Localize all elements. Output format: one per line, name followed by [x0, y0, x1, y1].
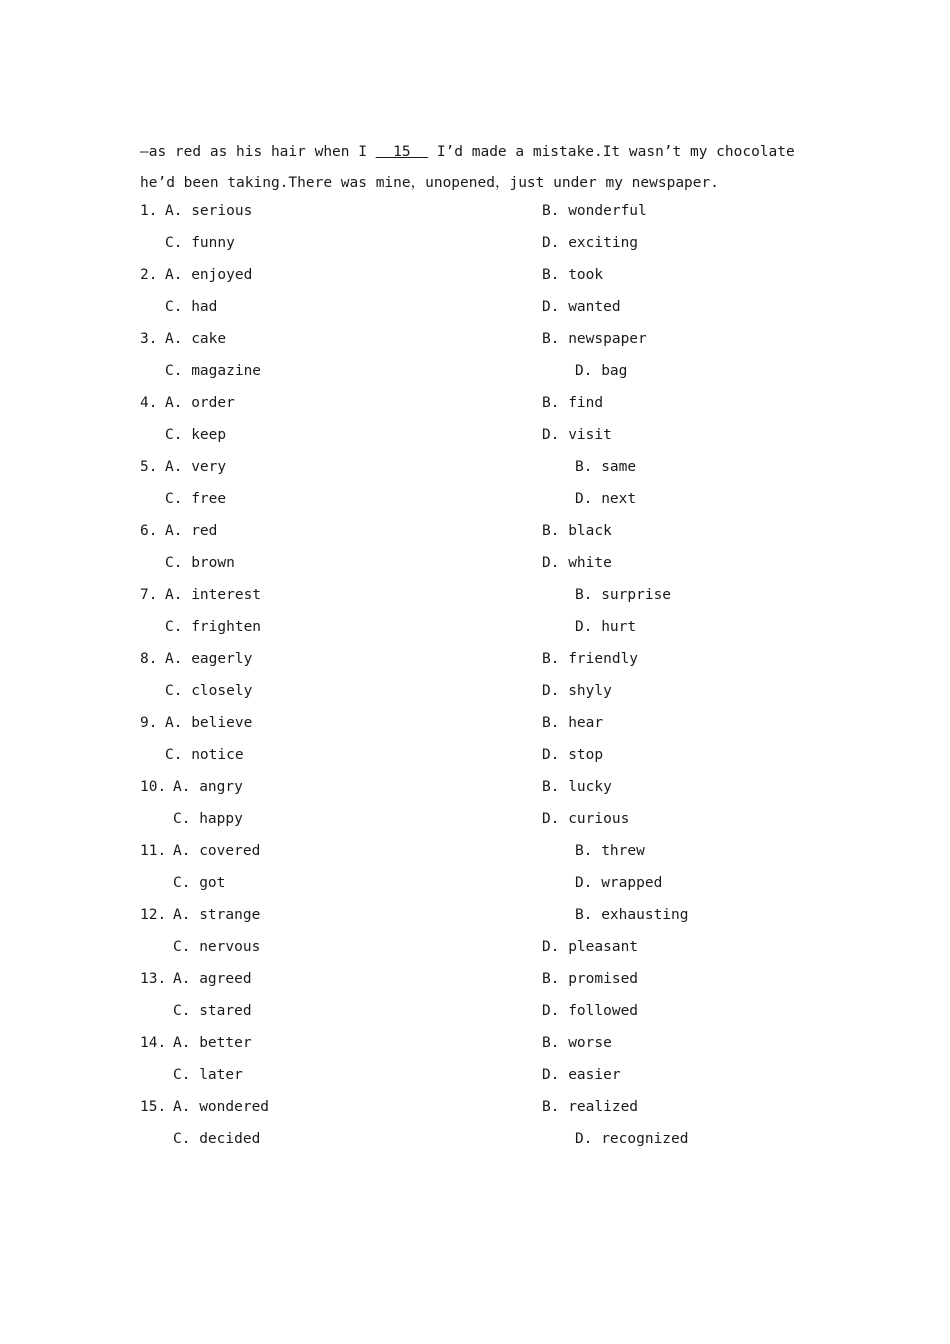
option-b: B. hear [542, 715, 604, 731]
option-b: B. friendly [542, 651, 639, 667]
question-row [140, 199, 840, 231]
option-b: B. same [575, 459, 637, 475]
option-b: B. threw [575, 843, 645, 859]
option-a: A. angry [173, 779, 243, 795]
question-row [140, 327, 840, 359]
question-row [140, 871, 840, 903]
question-row [140, 647, 840, 679]
option-d: D. curious [542, 811, 630, 827]
passage-line-2: he’d been taking.There was mine，unopened，just under my newspaper. [140, 175, 719, 191]
option-d: D. next [575, 491, 637, 507]
option-b: B. lucky [542, 779, 612, 795]
passage-line-1 [140, 137, 830, 168]
question-row [140, 231, 840, 263]
option-c: C. keep [165, 427, 227, 443]
question-row [140, 295, 840, 327]
option-c: C. decided [173, 1131, 261, 1147]
option-a: A. covered [173, 843, 261, 859]
question-number: 10. [140, 779, 167, 795]
option-d: D. bag [575, 363, 628, 379]
question-options [140, 199, 840, 1159]
option-d: D. wanted [542, 299, 621, 315]
passage-text [140, 137, 830, 199]
question-row [140, 839, 840, 871]
question-row [140, 775, 840, 807]
option-c: C. nervous [173, 939, 261, 955]
option-a: A. very [165, 459, 227, 475]
option-d: D. followed [542, 1003, 639, 1019]
option-d: D. wrapped [575, 875, 663, 891]
question-row [140, 551, 840, 583]
question-number: 8. [140, 651, 158, 667]
option-a: A. wondered [173, 1099, 270, 1115]
option-d: D. recognized [575, 1131, 689, 1147]
question-number: 15. [140, 1099, 167, 1115]
option-a: A. order [165, 395, 235, 411]
question-row [140, 391, 840, 423]
option-c: C. closely [165, 683, 253, 699]
option-b: B. promised [542, 971, 639, 987]
question-number: 13. [140, 971, 167, 987]
option-d: D. pleasant [542, 939, 639, 955]
option-b: B. surprise [575, 587, 672, 603]
question-row [140, 423, 840, 455]
option-d: D. white [542, 555, 612, 571]
option-c: C. happy [173, 811, 243, 827]
option-c: C. stared [173, 1003, 252, 1019]
option-b: B. worse [542, 1035, 612, 1051]
option-b: B. find [542, 395, 604, 411]
blank-15: 15 [375, 144, 429, 160]
option-d: D. visit [542, 427, 612, 443]
question-number: 3. [140, 331, 158, 347]
option-b: B. realized [542, 1099, 639, 1115]
option-a: A. believe [165, 715, 253, 731]
option-a: A. red [165, 523, 218, 539]
option-d: D. stop [542, 747, 604, 763]
option-c: C. frighten [165, 619, 262, 635]
question-number: 5. [140, 459, 158, 475]
option-c: C. got [173, 875, 226, 891]
question-row [140, 1063, 840, 1095]
option-c: C. magazine [165, 363, 262, 379]
question-row [140, 583, 840, 615]
question-row [140, 615, 840, 647]
question-row [140, 743, 840, 775]
question-row [140, 903, 840, 935]
question-row [140, 967, 840, 999]
question-row [140, 263, 840, 295]
option-d: D. hurt [575, 619, 637, 635]
option-c: C. notice [165, 747, 244, 763]
passage-line-1-after: I’d made a mistake.It wasn’t my chocolate [428, 144, 795, 160]
question-row [140, 807, 840, 839]
question-number: 4. [140, 395, 158, 411]
option-a: A. interest [165, 587, 262, 603]
question-number: 9. [140, 715, 158, 731]
question-number: 14. [140, 1035, 167, 1051]
question-row [140, 711, 840, 743]
option-d: D. easier [542, 1067, 621, 1083]
option-b: B. exhausting [575, 907, 689, 923]
option-a: A. agreed [173, 971, 252, 987]
option-a: A. serious [165, 203, 253, 219]
option-a: A. enjoyed [165, 267, 253, 283]
option-b: B. newspaper [542, 331, 647, 347]
option-c: C. free [165, 491, 227, 507]
option-b: B. black [542, 523, 612, 539]
option-c: C. brown [165, 555, 235, 571]
question-row [140, 1031, 840, 1063]
option-d: D. shyly [542, 683, 612, 699]
option-c: C. later [173, 1067, 243, 1083]
question-row [140, 359, 840, 391]
question-row [140, 487, 840, 519]
question-row [140, 455, 840, 487]
question-row [140, 679, 840, 711]
option-a: A. strange [173, 907, 261, 923]
question-row [140, 1127, 840, 1159]
question-number: 7. [140, 587, 158, 603]
question-row [140, 519, 840, 551]
option-c: C. funny [165, 235, 235, 251]
question-row [140, 999, 840, 1031]
question-number: 2. [140, 267, 158, 283]
option-b: B. wonderful [542, 203, 647, 219]
option-a: A. eagerly [165, 651, 253, 667]
question-number: 11. [140, 843, 167, 859]
option-a: A. better [173, 1035, 252, 1051]
question-row [140, 935, 840, 967]
option-c: C. had [165, 299, 218, 315]
option-b: B. took [542, 267, 604, 283]
question-number: 12. [140, 907, 167, 923]
question-number: 6. [140, 523, 158, 539]
passage-line-1-before: —as red as his hair when I [140, 144, 376, 160]
option-a: A. cake [165, 331, 227, 347]
option-d: D. exciting [542, 235, 639, 251]
question-row [140, 1095, 840, 1127]
question-number: 1. [140, 203, 158, 219]
